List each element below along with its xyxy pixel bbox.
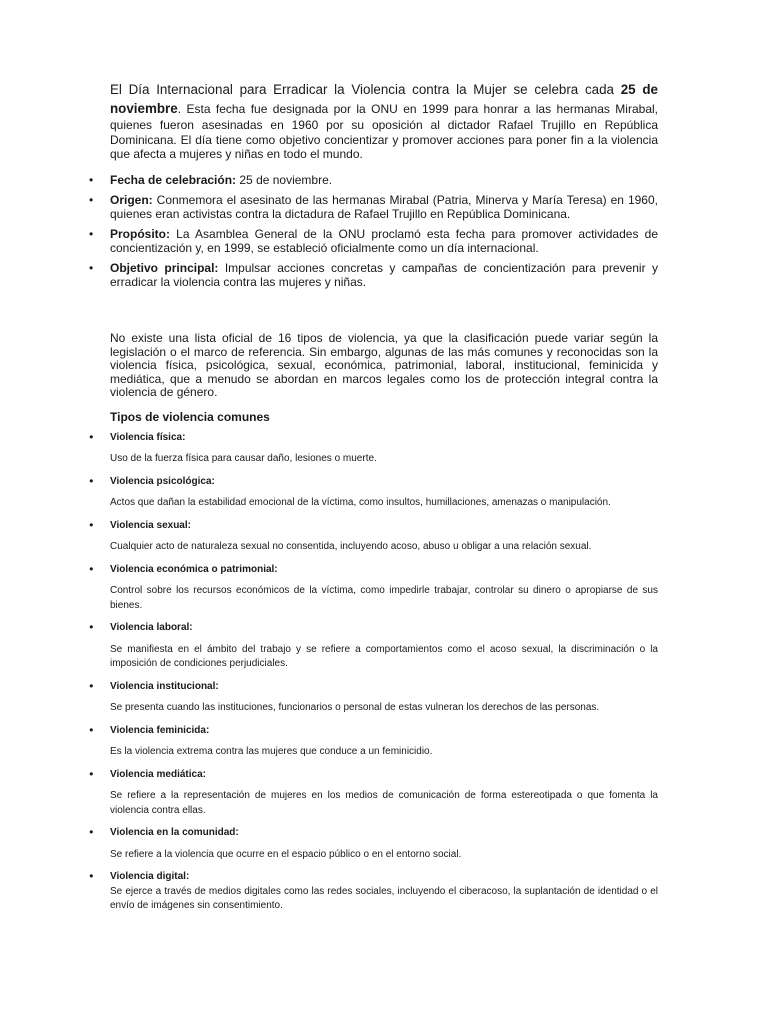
violence-type-item (110, 431, 658, 467)
violence-type-name: ● Violencia en la comunidad: (110, 827, 239, 838)
fact-text: La Asamblea General de la ONU proclamó esta fecha para promover actividades de concientización y, en 1999, se estableció oficialmente como un día internacional. (110, 227, 658, 255)
fact-item (110, 228, 658, 255)
intro-rest: . Esta fecha fue designada por la ONU en 1999 para honrar a las hermanas Mirabal, quienes fueron asesinadas en 1960 por su oposición al dictador Rafael Trujillo en República Dominicana. El día tiene como objetivo concientizar y promover acciones para poner fin a la violencia que afecta a mujeres y niñas en todo el mundo. (110, 102, 658, 161)
fact-text: Impulsar acciones concretas y campañas de concientización para prevenir y erradicar la violencia contra las mujeres y niñas. (110, 261, 658, 289)
types-heading: Tipos de violencia comunes (110, 409, 270, 424)
violence-type-name: ● Violencia institucional: (110, 680, 219, 692)
violence-type-desc: Uso de la fuerza física para causar daño, lesiones o muerte. (110, 453, 377, 464)
facts-list (110, 174, 658, 290)
violence-type-desc: Se refiere a la representación de mujeres en los medios de comunicación de forma estereotipada o que fomenta la violencia contra ellas. (110, 790, 658, 816)
intro-paragraph (110, 80, 658, 162)
violence-type-name: ● Violencia laboral: (110, 622, 193, 633)
fact-item (110, 174, 658, 188)
violence-type-desc: Se manifiesta en el ámbito del trabajo y se refiere a comportamientos como el acoso sexual, la discriminación o la imposición de condiciones perjudiciales. (110, 643, 658, 669)
intro-lead: El Día Internacional para Erradicar la Violencia contra la Mujer se celebra cada (110, 82, 621, 97)
fact-label: Fecha de celebración: (110, 172, 237, 187)
violence-type-item (110, 621, 658, 672)
violence-type-desc: Es la violencia extrema contra las mujeres que conduce a un feminicidio. (110, 746, 433, 757)
violence-type-desc: Se presenta cuando las instituciones, funcionarios o personal de estas vulneran los derechos de las personas. (110, 702, 600, 713)
violence-type-item (110, 563, 658, 614)
violence-type-desc: Cualquier acto de naturaleza sexual no consentida, incluyendo acoso, abuso u obligar a una relación sexual. (110, 541, 592, 552)
intro-date: 25 de noviembre (110, 82, 658, 116)
violence-types-list (110, 431, 658, 914)
violence-type-item (110, 475, 658, 511)
document-body (110, 80, 658, 922)
violence-type-item (110, 724, 658, 760)
fact-label: Objetivo principal: (110, 261, 219, 275)
violence-type-item (110, 680, 658, 716)
violence-type-item (110, 768, 658, 819)
violence-type-name: ● Violencia psicológica: (110, 475, 215, 487)
violence-type-item (110, 519, 658, 555)
violence-type-name: ● Violencia digital: (110, 871, 190, 882)
fact-text: 25 de noviembre. (236, 172, 333, 187)
violence-type-desc: Actos que dañan la estabilidad emocional de la víctima, como insultos, humillaciones, amenazas o manipulación. (110, 497, 611, 508)
violence-type-name: ● Violencia física: (110, 431, 186, 443)
classification-paragraph: No existe una lista oficial de 16 tipos de violencia, ya que la clasificación puede variar según la legislación o el marco de referencia. Sin embargo, algunas de las más comunes y reconocidas son la violencia física, psicológica, sexual, económica, patrimonial, laboral, institucional, feminicida y mediática, que a menudo se abordan en marcos legales como los de protección integral contra la violencia de género. (110, 331, 658, 399)
violence-type-desc: Control sobre los recursos económicos de la víctima, como impedirle trabajar, controlar su dinero o apropiarse de sus bienes. (110, 585, 658, 611)
violence-type-item (110, 826, 658, 862)
fact-item (110, 262, 658, 289)
fact-label: Origen: (110, 193, 153, 207)
violence-type-item (110, 870, 658, 914)
violence-type-name: ● Violencia mediática: (110, 768, 206, 780)
violence-type-name: ● Violencia sexual: (110, 519, 191, 531)
violence-type-name: ● Violencia feminicida: (110, 724, 210, 736)
fact-item (110, 194, 658, 221)
violence-type-desc: Se refiere a la violencia que ocurre en el espacio público o en el entorno social. (110, 848, 462, 860)
violence-type-name: ● Violencia económica o patrimonial: (110, 563, 278, 575)
violence-type-desc: Se ejerce a través de medios digitales como las redes sociales, incluyendo el ciberacoso, la suplantación de identidad o el envío de imágenes sin consentimiento. (110, 885, 658, 911)
fact-text: Conmemora el asesinato de las hermanas Mirabal (Patria, Minerva y María Teresa) en 1960, quienes eran activistas contra la dictadura de Rafael Trujillo en República Dominicana. (110, 193, 658, 221)
fact-label: Propósito: (110, 227, 170, 241)
